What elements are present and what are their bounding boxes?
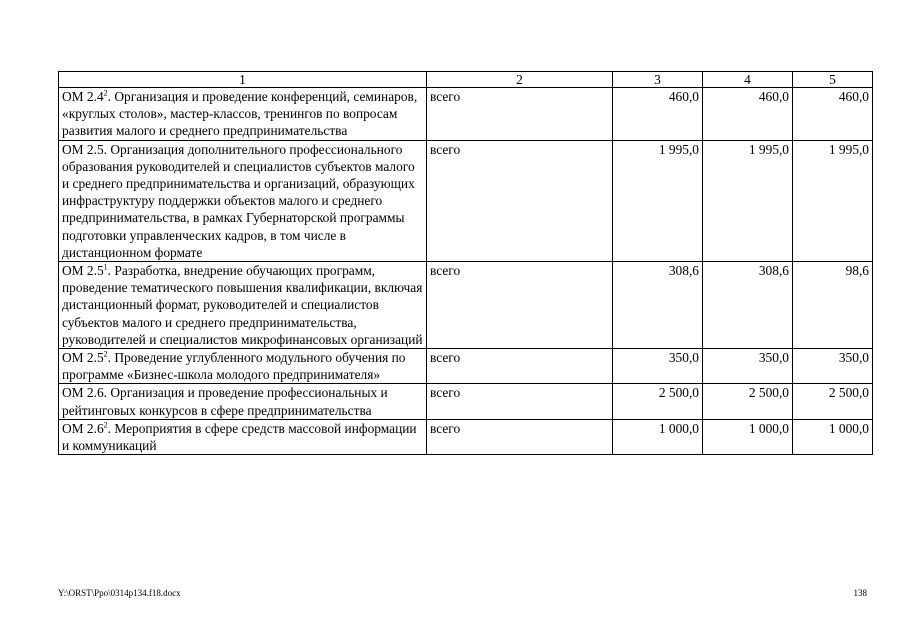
measure-code: ОМ 2.6 [62, 420, 104, 436]
footer-file-path: Y:\ORST\Ppo\0314p134.f18.docx [58, 588, 181, 598]
value-col-4: 350,0 [703, 349, 793, 384]
measure-description [59, 349, 427, 384]
column-header: 1 [59, 72, 427, 88]
column-header: 4 [703, 72, 793, 88]
table-header-row [59, 72, 873, 88]
table-row [59, 262, 873, 349]
funding-type: всего [427, 262, 613, 349]
value-col-4: 1 000,0 [703, 419, 793, 454]
table-row [59, 140, 873, 261]
funding-type: всего [427, 140, 613, 261]
measure-code: ОМ 2.5 [62, 263, 104, 279]
value-col-4: 308,6 [703, 262, 793, 349]
value-col-5: 1 995,0 [793, 140, 873, 261]
measure-code-superscript: 2 [103, 420, 108, 430]
measure-code: ОМ 2.5 [62, 141, 104, 157]
measure-code: ОМ 2.4 [62, 89, 104, 104]
measure-description [59, 384, 427, 419]
value-col-3: 2 500,0 [613, 384, 703, 419]
measure-text: . Организация и проведение профессиональных и рейтинговых конкурсов в сфере предпринимательства [62, 385, 388, 418]
value-col-4: 1 995,0 [703, 140, 793, 261]
measure-description [59, 140, 427, 261]
value-col-5: 1 000,0 [793, 419, 873, 454]
value-col-3: 1 995,0 [613, 140, 703, 261]
value-col-4: 460,0 [703, 88, 793, 141]
measure-text: . Проведение углубленного модульного обучения по программе «Бизнес-школа молодого предпринимателя» [62, 350, 406, 383]
value-col-3: 1 000,0 [613, 419, 703, 454]
measure-code-superscript: 1 [103, 262, 108, 272]
value-col-5: 460,0 [793, 88, 873, 141]
table-row [59, 88, 873, 141]
measure-description [59, 262, 427, 349]
table-row [59, 384, 873, 419]
value-col-3: 460,0 [613, 88, 703, 141]
page-number: 138 [853, 588, 867, 598]
value-col-4: 2 500,0 [703, 384, 793, 419]
table-row [59, 349, 873, 384]
funding-type: всего [427, 419, 613, 454]
measure-code-superscript: 2 [103, 88, 108, 98]
measure-code: ОМ 2.6 [62, 385, 104, 401]
column-header: 3 [613, 72, 703, 88]
table-row [59, 419, 873, 454]
value-col-5: 350,0 [793, 349, 873, 384]
budget-table [58, 71, 873, 455]
value-col-3: 308,6 [613, 262, 703, 349]
funding-type: всего [427, 88, 613, 141]
value-col-5: 98,6 [793, 262, 873, 349]
column-header: 2 [427, 72, 613, 88]
measure-text: . Организация и проведение конференций, семинаров, «круглых столов», мастер-классов, тренингов по вопросам развития малого и среднего предпринимательства [62, 89, 418, 139]
funding-type: всего [427, 384, 613, 419]
value-col-5: 2 500,0 [793, 384, 873, 419]
measure-code-superscript: 2 [103, 349, 108, 359]
measure-code: ОМ 2.5 [62, 350, 104, 366]
measure-description [59, 88, 427, 141]
measure-text: . Организация дополнительного профессионального образования руководителей и специалистов субъектов малого и среднего предпринимательства и организаций, образующих инфраструктуру поддержки объектов малого и среднего предпринимательства, в рамках Губернаторской программы подготовки управленческих кадров, в том числе в дистанционном формате [62, 141, 415, 260]
value-col-3: 350,0 [613, 349, 703, 384]
measure-text: . Разработка, внедрение обучающих программ, проведение тематического повышения квалификации, включая дистанционный формат, руководителей и специалистов субъектов малого и среднего предпринимательства, руководителей и специалистов микрофинансовых организаций [62, 263, 423, 347]
measure-text: . Мероприятия в сфере средств массовой информации и коммуникаций [62, 420, 417, 454]
column-header: 5 [793, 72, 873, 88]
measure-description [59, 419, 427, 454]
funding-type: всего [427, 349, 613, 384]
